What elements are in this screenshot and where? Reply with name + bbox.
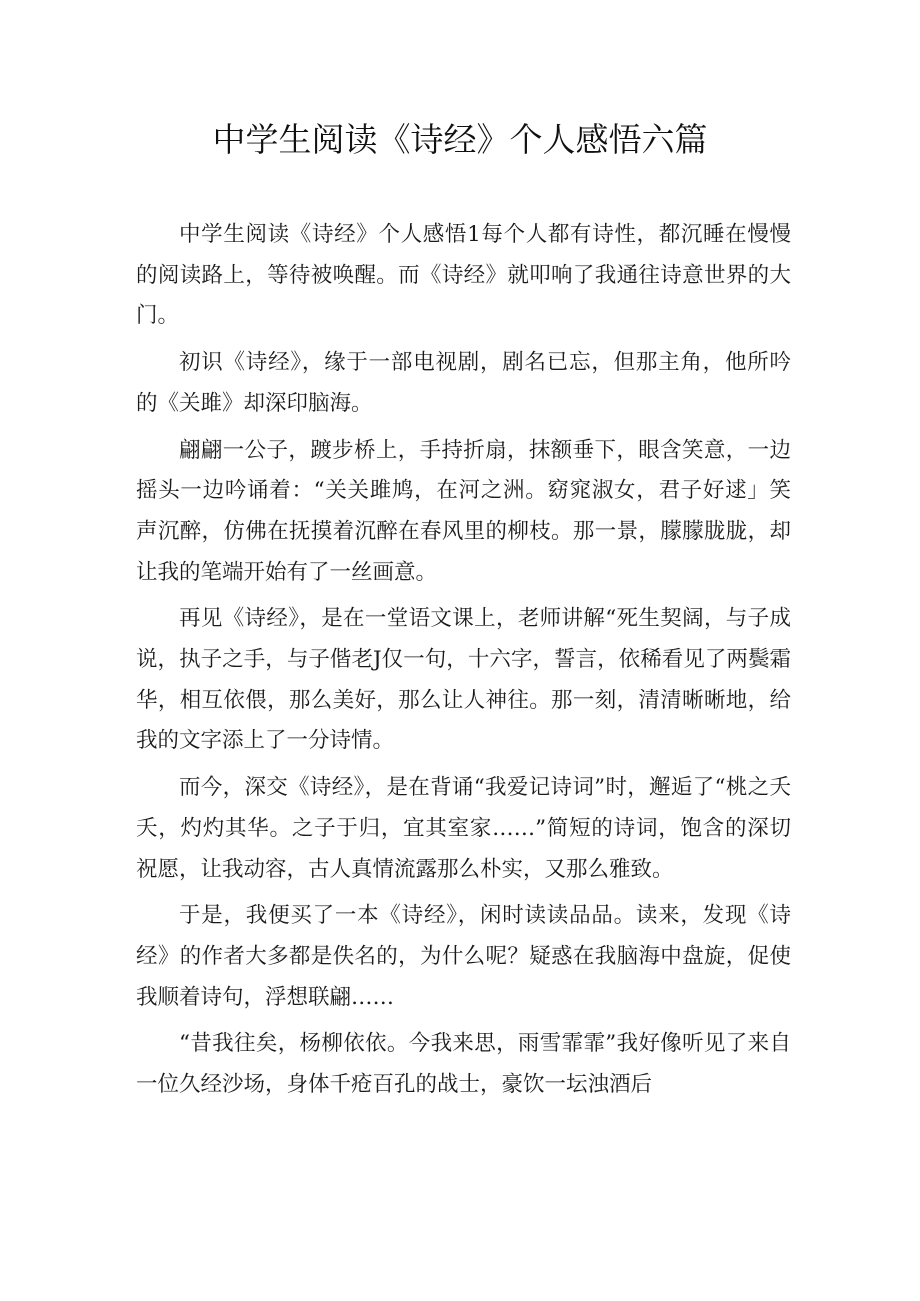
- paragraph: 再见《诗经》，是在一堂语文课上，老师讲解“死生契阔，与子成说，执子之手，与子偕老J仅一句，十六字，誓言，依稀看见了两鬓霜华，相互依偎，那么美好，那么让人神往。那一刻，清清晰晰地，给我的文字添上了一分诗情。: [136, 606, 791, 754]
- paragraph: 而今，深交《诗经》，是在背诵“我爱记诗词”时，邂逅了“桃之夭夭，灼灼其华。之子于归，宜其室家……”简短的诗词，饱含的深切祝愿，让我动容，古人真情流露那么朴实，又那么雅致。: [136, 775, 791, 882]
- paragraph: 于是，我便买了一本《诗经》，闲时读读品品。读来，发现《诗经》的作者大多都是佚名的，为什么呢？疑惑在我脑海中盘旋，促使我顺着诗句，浮想联翩……: [136, 903, 791, 1010]
- paragraph: 初识《诗经》，缘于一部电视剧，剧名已忘，但那主角，他所吟的《关雎》却深印脑海。: [136, 350, 791, 416]
- paragraph: “昔我往矣，杨柳依依。今我来思，雨雪霏霏”我好像听见了来自一位久经沙场，身体千疮百孔的战士，豪饮一坛浊酒后: [136, 1031, 791, 1098]
- document-body: [136, 215, 791, 1112]
- paragraph: 翩翩一公子，踱步桥上，手持折扇，抹额垂下，眼含笑意，一边摇头一边吟诵着：“关关雎鸠，在河之洲。窈窕淑女，君子好逑」笑声沉醉，仿佛在抚摸着沉醉在春风里的柳枝。那一景，朦朦胧胧，却让我的笔端开始有了一丝画意。: [136, 437, 791, 585]
- document-title: 中学生阅读《诗经》个人感悟六篇: [212, 120, 708, 159]
- paragraph: 中学生阅读《诗经》个人感悟1每个人都有诗性，都沉睡在慢慢的阅读路上，等待被唤醒。而《诗经》就叩响了我通往诗意世界的大门。: [136, 222, 791, 329]
